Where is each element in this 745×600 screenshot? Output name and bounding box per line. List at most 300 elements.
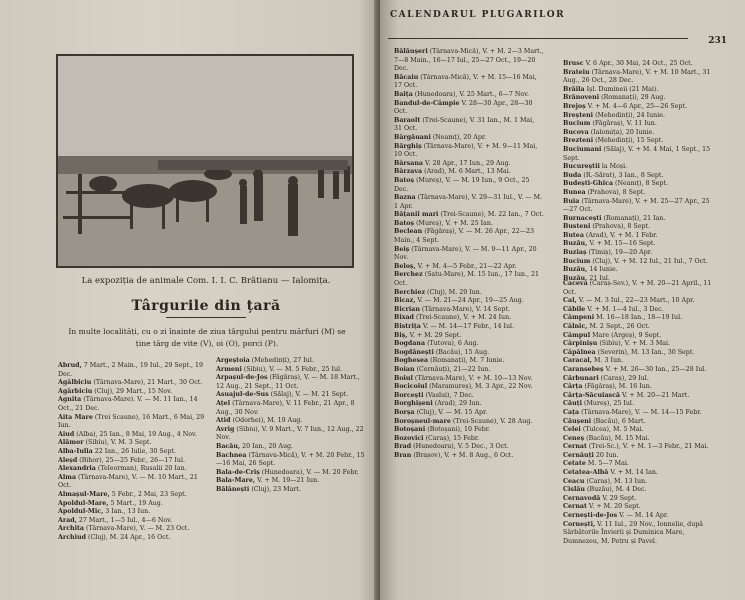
fair-dates: (Bacău), 6 Mart.: [591, 417, 646, 425]
fair-location-name: Alba-Iulia: [58, 447, 93, 455]
fair-location-name: Berchiez: [394, 288, 426, 296]
fair-dates: (Ialomița), 20 Iunie.: [588, 128, 655, 136]
right-page: [380, 0, 745, 600]
fair-list-column-3: [394, 48, 544, 461]
fair-location-name: Ceacu: [563, 477, 585, 485]
fair-location-name: Apoldul-Mare,: [58, 499, 109, 507]
fair-dates: (Hunedoara), V. 25 Mart., 6—7 Nov.: [412, 90, 530, 98]
fair-dates: (Cluj), V. + M. 12 Iul., 21 Iul., 7 Oct.: [590, 257, 708, 265]
fair-entry: [394, 314, 544, 323]
fair-entry: [563, 215, 713, 224]
fair-entry: [563, 469, 718, 478]
fair-dates: (Mehedinți), 27 Iul.: [249, 357, 314, 364]
fair-dates: (Făgăraș), V. 11 Iun.: [590, 120, 657, 128]
fair-dates: 3 Ian., 13 Iun.: [103, 508, 151, 516]
fair-dates: V. 29 Sept.: [600, 494, 637, 502]
fair-location-name: Agârbiciu: [58, 387, 93, 395]
fair-dates: V. — M. 14 Apr.: [617, 512, 669, 520]
fair-location-name: Bozovici: [394, 434, 424, 442]
fair-location-name: Brusc: [563, 60, 584, 67]
fair-location-name: Arad,: [58, 516, 77, 524]
header-rule: [388, 38, 688, 39]
fair-dates: V. + M. 29 Sept.: [407, 331, 462, 339]
fair-location-name: Almașul-Mare,: [58, 490, 110, 498]
fair-location-name: Agâlbiciu: [58, 379, 92, 387]
section-intro: In multe localități, cu o zi înainte de ziua târgului pentru mărfuri (M) se ține târg de vite (V), oi (O), porci (P).: [68, 327, 346, 348]
fair-dates: (Romanați), M. 7 Iunie.: [428, 357, 505, 365]
fair-location-name: Cernăuți: [563, 451, 594, 459]
fair-entry: [58, 491, 210, 500]
fair-entry: [394, 418, 544, 427]
fair-entry: [563, 486, 718, 495]
fair-location-name: Armeni: [216, 365, 242, 373]
fair-dates: (Mehedinți), 24 Iunie.: [593, 111, 665, 119]
fair-entry: [563, 180, 713, 189]
fair-entry: [58, 525, 210, 534]
fair-entry: [394, 160, 544, 169]
fair-entry: [563, 172, 713, 181]
fair-dates: (Târnava-Mică), V. + M. 15—16 Mai, 17 Oct.: [394, 73, 537, 90]
fair-dates: (Caraș-Sev.), V. + M. 20—21 April., 11 Oct.: [563, 280, 712, 296]
fair-dates: (Bacău), M. 15 Mai.: [584, 434, 650, 442]
fair-list-column-2: [216, 357, 366, 495]
fair-location-name: Baraolt: [394, 116, 421, 124]
fair-entry: [563, 503, 718, 512]
fair-dates: (Cluj), 29 Mart., 15 Nov.: [92, 387, 172, 395]
fair-location-name: Cârța-Săcuiască: [563, 391, 620, 399]
running-head: [380, 4, 745, 28]
fair-entry: [394, 228, 544, 245]
fair-location-name: Botoșani: [394, 426, 426, 434]
fair-location-name: Berchez: [394, 271, 423, 279]
fair-dates: (Trei-Scaune), V. + M. 24 Iun.: [413, 314, 512, 322]
fair-location-name: Cărbunari: [563, 374, 599, 382]
fair-entry: [58, 439, 210, 448]
fair-dates: (Arad), M. 6 Mart., 13 Mai.: [422, 168, 511, 176]
fair-dates: (Prahova), 8 Sept.: [585, 188, 646, 196]
fair-location-name: Borșa: [394, 408, 415, 416]
fair-location-name: Agnita: [58, 396, 82, 404]
fair-dates: V. + M. 4—5 Febr., 21—22 Apr.: [415, 262, 517, 270]
fair-location-name: Caceva: [563, 280, 588, 287]
fair-dates: (Târnava-Mare), V. — M. 9—11 Apr., 20 Nov.: [394, 245, 537, 262]
fair-dates: M. 16—18 Ian., 18—19 Iul.: [594, 314, 683, 322]
fair-location-name: Bala-de-Criș: [216, 468, 260, 476]
fair-entry: [563, 375, 718, 384]
fair-location-name: Apoldul-Mic,: [58, 508, 104, 516]
fair-entry: [563, 495, 718, 504]
fair-location-name: Bicrian: [394, 305, 420, 313]
fair-entry: [58, 362, 210, 379]
fair-dates: (Buzău), M. 4 Dec.: [585, 486, 647, 494]
fair-dates: 21 Iul.: [587, 274, 610, 282]
fair-dates: (Arad), V. + M. 1 Febr.: [583, 231, 658, 239]
fair-location-name: Buda: [563, 171, 582, 179]
fair-entry: [563, 120, 713, 129]
fair-location-name: Buciumani: [563, 145, 602, 153]
fair-entry: [394, 194, 544, 211]
fair-dates: 22 Ian., 26 Iulie, 30 Sept.: [92, 447, 177, 455]
fair-dates: (Cluj), 23 Mart.: [249, 485, 301, 493]
fair-location-name: Cetate: [563, 460, 586, 468]
fair-entry: [394, 332, 544, 341]
fair-entry: [58, 465, 210, 474]
fair-location-name: Bunea: [563, 188, 586, 196]
fair-dates: (Târnava-Mare), V. + M. 9—11 Mai, 10 Oct.: [394, 142, 538, 159]
fair-entry: [563, 249, 713, 258]
fair-location-name: Bucureștii: [563, 163, 600, 171]
fair-dates: (Târnava-Mare). V. — M. 11 Ian., 14 Oct., 21 Dec.: [58, 396, 198, 412]
fair-entry: [394, 271, 544, 288]
fair-entry: [394, 48, 544, 74]
fair-location-name: Asuajul-de-Sus: [216, 391, 269, 399]
fair-dates: (Cluj), V. — M. 15 Apr.: [414, 408, 488, 416]
fair-location-name: Aita Mare: [58, 413, 93, 421]
fair-dates: (Sălaj), V. — M. 21 Sept.: [268, 391, 349, 399]
fair-dates: (Prahova), 8 Sept.: [590, 223, 651, 231]
fair-location-name: Bachnea: [216, 451, 247, 459]
fair-dates: (Cluj), M. 24 Apr., 16 Oct.: [86, 533, 171, 541]
fair-location-name: Câmpeni: [563, 314, 595, 322]
fair-entry: [394, 143, 544, 160]
fair-location-name: Ațel: [216, 399, 231, 407]
fair-location-name: Căușeni: [563, 417, 592, 425]
fair-dates: 20 Iun.: [593, 451, 619, 459]
fair-entry: [563, 366, 718, 375]
fair-location-name: Beiș: [394, 245, 410, 253]
fair-entry: [394, 400, 544, 409]
fair-dates: 5 Mart., 19 Aug.: [108, 499, 163, 507]
fair-location-name: Budești-Ghica: [563, 180, 614, 188]
fair-entry: [563, 392, 718, 401]
fair-entry: [563, 103, 713, 112]
fair-location-name: Bogdana: [394, 340, 426, 348]
fair-list-column-5: [563, 280, 718, 546]
fair-dates: (Târnava-Mare), V. 14 Sept.: [419, 305, 510, 313]
fair-entry: [394, 340, 544, 349]
fair-dates: (Bacău), 15 Aug.: [433, 348, 490, 356]
fair-entry: [58, 474, 210, 491]
fair-entry: [563, 340, 718, 349]
fair-dates: M. 3 Iun.: [592, 357, 624, 365]
fair-dates: V. + M. 14 Ian.: [608, 469, 658, 477]
fair-dates: V. 6 Apr., 30 Mai, 24 Oct., 25 Oct.: [583, 60, 693, 67]
fair-entry: [563, 306, 718, 315]
fair-location-name: Aiud: [58, 430, 75, 438]
fair-location-name: Alămor: [58, 439, 84, 447]
fair-entry: [563, 349, 718, 358]
fair-entry: [394, 91, 544, 100]
fair-entry: [394, 246, 544, 263]
fair-dates: (Cernăuți), 21—22 Iun.: [414, 365, 491, 373]
fair-entry: [394, 168, 544, 177]
fair-dates: (Târnava-Mare), V. — M. 14—15 Febr.: [579, 408, 702, 416]
fair-dates: V. — M. 14—17 Febr., 14 Iul.: [420, 323, 515, 330]
fair-location-name: Borcești: [394, 391, 424, 399]
fair-entry: [563, 435, 718, 444]
fair-dates: (Maramureș), M. 3 Apr., 22 Nov.: [427, 383, 533, 391]
fair-location-name: Cal,: [563, 297, 577, 305]
fair-location-name: Boiul: [394, 374, 413, 382]
livestock-fair-image: [58, 56, 354, 268]
fair-location-name: Aleșd: [58, 456, 78, 464]
fair-dates: (Târnava-Mare), V. 11 Febr., 21 Apr., 8 Aug., 30 Nov.: [216, 399, 355, 416]
fair-entry: [563, 240, 713, 249]
fair-location-name: Butea: [563, 231, 584, 239]
fair-location-name: Batoș: [394, 176, 415, 184]
fair-entry: [563, 409, 718, 418]
fair-entry: [563, 258, 713, 267]
fair-list-column-1: [58, 362, 210, 542]
fair-entry: [563, 323, 718, 332]
fair-dates: (Mureș), V. + M. 25 Ian.: [414, 219, 493, 227]
fair-entry: [394, 297, 544, 306]
fair-entry: [394, 289, 544, 298]
fair-location-name: Cetatea-Albă: [563, 469, 609, 477]
fair-entry: [563, 223, 713, 232]
fair-location-name: Cernești-de-Jos: [563, 512, 618, 520]
fair-dates: (Târnava-Mare), V. + M. 10 Mart., 31 Aug., 26 Oct., 28 Dec.: [563, 68, 711, 85]
fair-entry: [394, 375, 544, 384]
fair-location-name: Caracal,: [563, 357, 592, 365]
fair-dates: (Trei-Scaune), M. 22 Ian., 7 Oct.: [438, 211, 544, 219]
fair-entry: [563, 129, 713, 138]
fair-entry: [563, 443, 718, 452]
fair-entry: [563, 478, 718, 487]
fair-location-name: Ceneș: [563, 434, 585, 442]
fair-entry: [394, 306, 544, 315]
fair-entry: [563, 426, 718, 435]
fair-location-name: Bistrița: [394, 323, 421, 330]
fair-location-name: Căuți: [563, 400, 582, 408]
fair-dates: (Severin), M. 13 Ian., 30 Sept.: [595, 348, 695, 356]
fair-dates: (Târnava-Mică), V. + M. 20 Febr., 15—16 Mai, 26 Sept.: [216, 451, 365, 468]
fair-location-name: Cârța: [563, 383, 583, 391]
page-number: 231: [708, 36, 727, 46]
fair-dates: (Satu-Mare), M. 15 Iun., 17 Iun., 21 Oct.: [394, 271, 539, 288]
fair-dates: (Sibiu), V. 9 Mart., V. 7 Iun., 12 Aug., 22 Nov.: [216, 425, 364, 442]
fair-entry: [394, 177, 544, 194]
fair-location-name: Caransebeș: [563, 365, 604, 373]
fair-location-name: Brejoș: [563, 102, 586, 110]
fair-dates: V. + M. 1—4 Iul., 3 Dec.: [585, 305, 664, 313]
running-head-title: CALENDARUL PLUGARILOR: [390, 10, 566, 20]
fair-dates: V. + M. 15—16 Sept.: [587, 240, 656, 248]
fair-location-name: Cernat: [563, 503, 587, 511]
fair-location-name: Breșteni: [563, 111, 594, 119]
fair-location-name: Bacău,: [216, 442, 241, 450]
fair-location-name: Brad: [394, 443, 412, 451]
fair-location-name: Borghișeni: [394, 400, 433, 408]
fair-entry: [394, 392, 544, 401]
fair-entry: [394, 323, 544, 332]
fair-location-name: Brezteni: [563, 137, 594, 145]
fair-dates: Ișl. Dumineii (21 Mai).: [584, 85, 659, 93]
fair-dates: (Făgăraș), V. — M. 18 Mart., 12 Aug., 21 Sept., 11 Oct.: [216, 374, 360, 390]
fair-entry: [216, 391, 366, 400]
fair-entry: [58, 500, 210, 509]
fair-location-name: Bărghiș: [394, 142, 422, 150]
fair-entry: [394, 74, 544, 91]
fair-location-name: Archita: [58, 525, 84, 533]
fair-dates: (Hunedoara), V. — M. 20 Febr.: [259, 468, 359, 476]
exhibition-photo: [56, 54, 354, 268]
fair-location-name: Cornești,: [563, 520, 596, 528]
fair-entry: [563, 69, 713, 86]
fair-dates: (Neamț), 8 Sept.: [613, 180, 669, 188]
fair-entry: [394, 426, 544, 435]
fair-location-name: Cârpinișu: [563, 340, 598, 348]
fair-location-name: Băcaiu: [394, 73, 419, 81]
fair-entry: [563, 400, 718, 409]
section-title: Târgurile din țară: [56, 298, 356, 318]
fair-dates: (Sălaj), V. + M. 4 Mai, 1 Sept., 15 Sept.: [563, 145, 711, 162]
fair-location-name: Boian: [394, 365, 415, 373]
fair-dates: Mare (Argeș), 9 Sept.: [590, 331, 662, 339]
fair-entry: [394, 366, 544, 375]
fair-entry: [394, 211, 544, 220]
fair-location-name: Buziaș: [563, 249, 587, 257]
fair-location-name: Cața: [563, 408, 580, 416]
fair-location-name: Căbile: [563, 305, 586, 313]
fair-entry: [58, 431, 210, 440]
fair-location-name: Buzău,: [563, 274, 588, 282]
fair-entry: [216, 366, 366, 375]
fair-location-name: Archiud: [58, 533, 86, 541]
fair-dates: 7 Mart., 2 Main., 19 Iul., 29 Sept., 19 Dec.: [58, 362, 204, 378]
photo-caption: La expoziția de animale Com. I. I. C. Brătianu — Ialomița.: [81, 276, 331, 286]
fair-entry: [394, 349, 544, 358]
fair-entry: [563, 86, 713, 95]
fair-dates: (Hunedoara), V. 5 Dec., 3 Oct.: [411, 443, 509, 451]
fair-entry: [563, 357, 718, 366]
fair-dates: (Sibiu), V. + M. 3 Mai.: [597, 340, 671, 348]
fair-dates: (Romanați), 21 Ian.: [601, 214, 666, 222]
fair-dates: (Caraș), M. 13 Iun.: [584, 477, 648, 485]
fair-dates: (Târnava-Mare), V. — M. 10 Mart., 21 Oct.: [58, 473, 198, 490]
fair-dates: V. 11 Iul., 29 Nov., Ionnelie, după Sărbătorile Învierii și Duminica Mare, Dumnezeu, M. Petru și Pavel.: [563, 520, 704, 545]
fair-dates: (Trei-Sc.), V. + M. 1—3 Febr., 21 Mai.: [586, 443, 709, 451]
fair-entry: [216, 426, 366, 443]
fair-location-name: Bixad: [394, 314, 414, 322]
fair-location-name: Bățanii mari: [394, 211, 439, 219]
fair-entry: [563, 383, 718, 392]
fair-entry: [563, 418, 718, 427]
fair-entry: [216, 486, 366, 495]
fair-location-name: Burnacești: [563, 214, 602, 222]
fair-entry: [394, 409, 544, 418]
fair-dates: V. — M. 21—24 Apr., 19—25 Aug.: [415, 297, 524, 305]
fair-location-name: Câpâlnea: [563, 348, 596, 356]
fair-location-name: Bocicoiul: [394, 383, 428, 391]
fair-dates: 27 Mart., 1—5 Iul., 4—6 Nov.: [76, 516, 172, 524]
fair-dates: (Neamț), 20 Apr.: [430, 133, 487, 141]
fair-entry: [58, 379, 210, 388]
fair-dates: (Bihor), 25—25 Febr., 26—17 Iul.: [77, 456, 185, 464]
fair-dates: V. + M. 4—6 Apr., 25—26 Sept.: [585, 102, 687, 110]
fair-dates: (Sibiu), V. — M. 5 Febr., 25 Iul.: [241, 365, 343, 373]
fair-entry: [563, 332, 718, 341]
fair-dates: V. 28 Apr., 17 Iun., 29 Aug.: [423, 159, 511, 167]
fair-location-name: Boroșneul-mare: [394, 417, 451, 425]
fair-entry: [394, 134, 544, 143]
fair-entry: [563, 60, 713, 69]
fair-entry: [563, 112, 713, 121]
fair-entry: [394, 443, 544, 452]
fair-dates: (Mureș), V. — M. 19 Iun., 9 Oct., 25 Dec.: [394, 176, 530, 193]
fair-dates: 20 Ian., 20 Aug.: [240, 442, 294, 450]
fair-entry: [58, 508, 210, 517]
fair-dates: (Brașov), V. + M. 8 Aug., 6 Oct.: [411, 451, 514, 459]
fair-entry: [394, 357, 544, 366]
fair-entry: [563, 314, 718, 323]
fair-dates: V. 28—30 Apr., 28—30 Oct.: [394, 99, 533, 116]
fair-location-name: Bârsana: [394, 159, 424, 167]
fair-location-name: Buia: [563, 197, 580, 205]
fair-entry: [216, 400, 366, 417]
fair-location-name: Bran: [394, 451, 412, 459]
fair-dates: 5 Febr., 2 Mai, 23 Sept.: [109, 490, 187, 498]
fair-entry: [216, 443, 366, 452]
fair-dates: (Timiș), 19—20 Apr.: [586, 249, 653, 257]
fair-dates: (Tulcea), M. 5 Mai.: [580, 426, 644, 434]
fair-dates: (Făgăraș), V. — M. 26 Apr., 22—23 Main., 4 Sept.: [394, 228, 535, 245]
fair-entry: [216, 357, 366, 366]
fair-entry: [394, 117, 544, 134]
fair-entry: [394, 383, 544, 392]
fair-entry: [216, 477, 366, 486]
fair-entry: [58, 457, 210, 466]
fair-dates: (Arad), 29 Iun.: [432, 400, 482, 408]
fair-entry: [216, 452, 366, 469]
fair-dates: (Târnava-Mare), V. 29—31 Iul., V. — M. 1 Apr.: [394, 194, 543, 210]
fair-entry: [216, 469, 366, 478]
fair-location-name: Bogdănești: [394, 348, 434, 356]
fair-location-name: Beclean: [394, 228, 423, 236]
fair-dates: (Odorhei), M. 19 Aug.: [230, 417, 303, 425]
fair-location-name: Batoș: [394, 219, 415, 227]
fair-entry: [563, 460, 718, 469]
fair-entry: [563, 189, 713, 198]
fair-dates: (Alba), 25 Ian., 8 Mai, 19 Aug., 4 Nov.: [74, 430, 197, 438]
fair-entry: [58, 388, 210, 397]
fair-dates: (Trei Scaune), 16 Mart., 6 Mai, 29 Iun.: [58, 413, 205, 430]
fair-dates: la Moși.: [599, 163, 628, 171]
fair-location-name: Brănoveni: [563, 94, 600, 102]
fair-location-name: Cislău: [563, 486, 585, 494]
fair-dates: (Tutova), 6 Aug.: [425, 340, 479, 348]
fair-entry: [563, 198, 713, 215]
fair-dates: (Cluj), M. 29 Iun.: [425, 288, 482, 296]
fair-dates: V. + M. 20 Sept.: [586, 503, 641, 511]
fair-dates: (Târnava-Mare), V. — M. 23 Oct.: [84, 525, 190, 533]
fair-dates: (Mureș), 25 Iul.: [581, 400, 634, 408]
fair-entry: [58, 517, 210, 526]
fair-entry: [58, 396, 210, 413]
fair-location-name: Bandul-de-Câmpie: [394, 99, 460, 107]
fair-location-name: Argeștoia: [216, 357, 250, 364]
fair-entry: [563, 137, 713, 146]
fair-location-name: Bucova: [563, 128, 589, 136]
fair-dates: (Trei-Scaune), V. 31 Ian., M. 1 Mai, 31 Oct.: [394, 116, 535, 133]
fair-entry: [563, 512, 718, 521]
fair-dates: V. + M. 20—21 Mart.: [619, 391, 690, 399]
fair-entry: [394, 263, 544, 272]
fair-entry: [563, 521, 718, 547]
fair-dates: V. — M. 3 Iul., 22—23 Mart., 10 Apr.: [576, 297, 695, 305]
fair-location-name: Busteni: [563, 223, 591, 231]
fair-location-name: Bârgăuani: [394, 133, 431, 141]
